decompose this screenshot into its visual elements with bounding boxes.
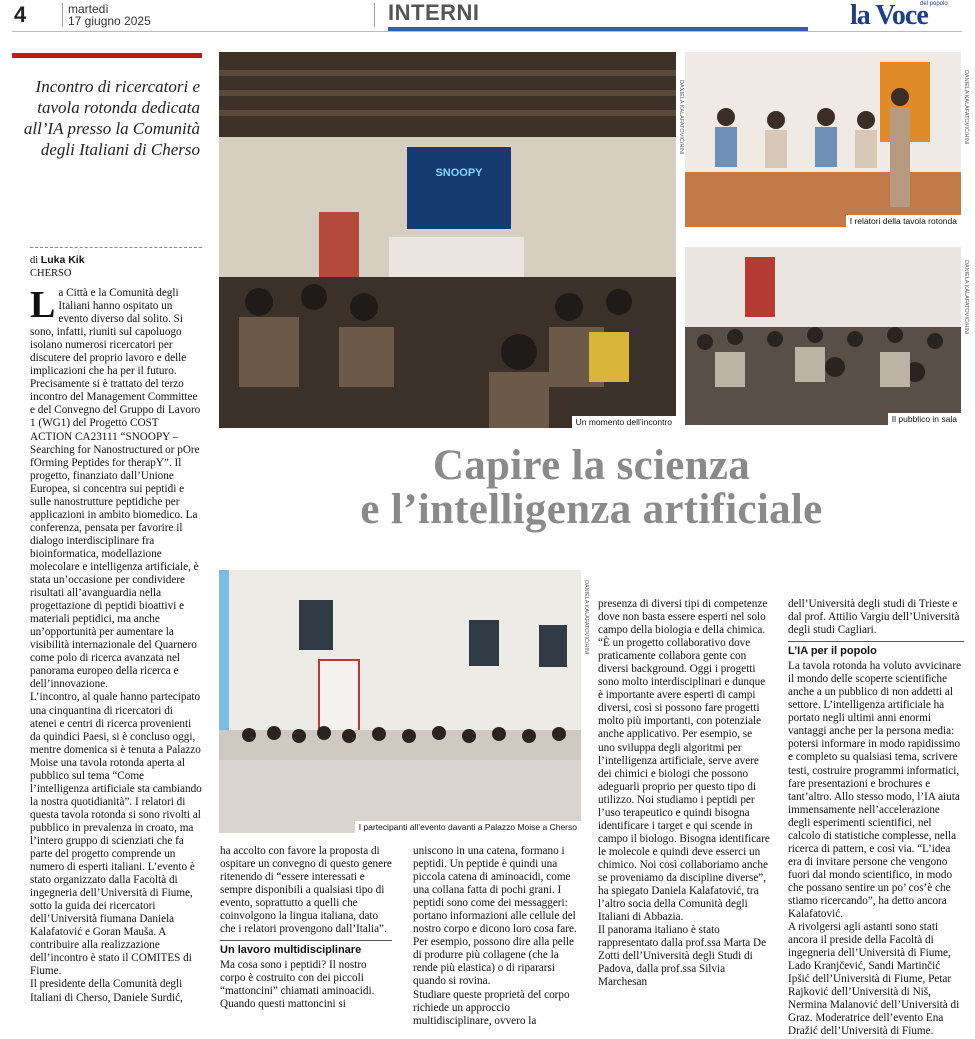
photo-credit: DANIELA KALAFATOVIĆ/HINI [963,260,969,335]
text-column-5 [788,598,964,1039]
newspaper-logo: la Voce [850,0,928,31]
subheading: Un lavoro multidisciplinare [220,940,392,957]
header-rule [12,31,962,32]
accent-bar [12,53,202,58]
screen-text: SNOOPY [435,167,483,179]
header-divider [374,3,375,27]
text-column-1 [30,284,202,1005]
issue-date [68,3,151,27]
article-headline [219,444,964,532]
photo-illustration [685,52,961,227]
photo-credit: DANIELA KALAFATOVIĆ/HINI [678,80,684,155]
dateline: CHERSO [30,268,72,279]
photo-caption: I partecipanti all’evento davanti a Palazzo Moise a Cherso [355,821,581,833]
paragraph: presenza di diversi tipi di competenze dove non basta essere esperti nel solo campo della biologia e della chimica. [598,598,768,637]
section-title: INTERNI [388,0,480,25]
paragraph: La tavola rotonda ha voluto avvicinare il mondo delle scoperte scientifiche anche a un pubblico di non addetti al settore. L’intelligenza artificiale ha portato negli ultimi anni enormi vantaggi anche per la persona media: potersi informare in modo rapidissimo e completo su qualsiasi tema, scrivere testi, costruire programmi informatici, fare presentazioni e brochures e tant’altro. Allo stesso modo, l’IA aiuta immensamente nell’accelerazione degli esperimenti scientifici, nel calcolo di statistiche complesse, nella ricerca di pattern, e così via. “L’idea era di invitare persone che vengono fuori dal mondo scientifico, in modo che possano sentire un po’ cos’è che stiamo ricercando”, ha detto ancora Kalafatović. [788,660,962,921]
drop-cap: L [30,284,56,326]
paragraph: dell’Università degli studi di Trieste e dal prof. Attilio Vargiu dell’Università degli studi Cagliari. [788,598,960,637]
paragraph: Il panorama italiano è stato rappresentato dalla prof.ssa Marta De Zotti dell’Università degli Studi di Padova, dalla prof.ssa Silvia Marchesan [598,924,767,989]
issue-day: 17 giugno 2025 [68,14,151,28]
text-column-2 [220,845,392,1012]
page-number: 4 [14,2,27,27]
headline-line-1: Capire la scienza [432,442,751,489]
author-name: Luka Kik [40,254,85,266]
paragraph: Ma cosa sono i peptidi? Il nostro corpo è costruito con dei piccoli “mattoncini” chiamati aminoacidi. Quando questi mattoncini si [220,959,375,1011]
subheading: L’IA per il popolo [788,641,964,658]
paragraph: uniscono in una catena, formano i peptidi. Un peptide è quindi una piccola catena di aminoacidi, come una collana fatta di pochi grani. I peptidi sono come dei messaggeri: portano informazioni alle cellule del nostro corpo e dicono loro cosa fare. Per esempio, possono dire alla pelle di produrre più collagene (che la rende più elastica) o di ripararsi quando si rovina. [413,845,577,988]
photo-audience [685,247,961,425]
newspaper-logo-sub: del popolo [920,1,948,7]
photo-caption: I relatori della tavola rotonda [846,215,961,227]
paragraph: L’incontro, al quale hanno partecipato una cinquantina di ricercatori di atenei e centri di ricerca provenienti da quindici Paesi, si è concluso oggi, mentre domenica si è tenuta a Palazzo Moise una tavola rotonda aperta al pubblico sul tema “Come l’intelligenza artificiale sta cambiando la nostra quotidianità”. I relatori di questa tavola rotonda si sono rivolti al pubblico in prevalenza in croato, ma l’intero gruppo di scienziati che fa parte del progetto comprende un numero di esperti italiani. L’evento è stato organizzato dalla Facoltà di ingegneria dell’Università di Fiume, sotto la guida dei ricercatori dell’Università fiumana Daniela Kalafatović e Goran Mauša. A contribuire alla realizzazione dell’incontro è stato il COMITES di Fiume. [30,691,202,978]
text-column-4 [598,598,770,989]
photo-caption: Un momento dell’incontro [572,416,676,428]
issue-weekday: martedì [68,2,109,16]
photo-round-table-speakers [685,52,961,227]
kicker-divider [30,247,202,248]
article-kicker: Incontro di ricercatori e tavola rotonda dedicata all’IA presso la Comunità degli Italiani di Cherso [23,77,200,159]
photo-palazzo-moise [219,570,581,833]
paragraph: La Città e la Comunità degli Italiani hanno ospitato un evento diverso dal solito. Si sono, infatti, riuniti sul capoluogo isolano numerosi ricercatori per discutere del proprio lavoro e delle implicazioni che ha per il futuro. Precisamente si è trattato del terzo incontro del Management Committee e del Convegno del Gruppo di Lavoro 1 (WG1) del Progetto COST ACTION CA23111 “SNOOPY – Searching for Nanostructured or pOre fOrming Peptides for therapY”. Il progetto, finanziato dall’Unione Europea, si concentra sui peptidi e sulle nanostrutture peptidiche per applicazioni in ambito biomedico. La conferenza, pensata per favorire il dialogo interdisciplinare fra bioinformatica, modellazione molecolare e intelligenza artificiale, è stata un’occasione per condividere risultati all’avanguardia nella progettazione di peptidi bioattivi e materiali peptidici, ma anche un’opportunità per aumentare la visibilità internazionale del Quarnero come polo di ricerca avanzata nel panorama europeo della ricerca e dell’innovazione. [30,284,201,691]
photo-illustration [685,247,961,425]
text-column-3 [413,845,578,1028]
photo-credit: DANIELA KALAFATOVIĆ/HINI [583,580,589,655]
paragraph: A rivolgersi agli astanti sono stati ancora il preside della Facoltà di ingegneria dell’Università di Fiume, Lado Kranjčević, Sandi Martinčić Ipšić dell’Università di Fiume, Petar Rajković dell’Università di Niš, Nermina Malanović dell’Università di Graz. Moderatrice dell’evento Ena Dražić dell’Università di Fiume. [788,921,960,1038]
photo-caption: Il pubblico in sala [888,413,961,425]
photo-illustration [219,52,676,428]
paragraph: Studiare queste proprietà del corpo richiede un approccio multidisciplinare, ovvero la [413,988,570,1027]
byline-prefix: di [30,255,39,266]
byline [30,254,85,280]
header-divider [62,3,63,27]
photo-illustration [219,570,581,833]
paragraph: “È un progetto collaborativo dove praticamente collabora gente con diversi background. Oggi i progetti sono molto interdisciplinari e dunque è importante avere esperti di campi diversi, così si possono fare progetti molto più importanti, con potenziale anche applicativo. Per esempio, se uno sviluppa degli algoritmi per l’intelligenza artificiale, serve avere dei chimici e biologi che possono adeguarli proprio per questo tipo di utilizzo. Noi studiamo i peptidi per l’uso terapeutico e quindi bisogna identificare i target e qui scende in campo il biologo. Bisogna identificare le molecole e quindi deve esserci un chimico. Noi così collaboriamo anche se proveniamo da discipline diverse”, ha spiegato Daniela Kalafatović, tra l’altro socia della Comunità degli Italiani di Abbazia. [598,637,770,924]
paragraph: Il presidente della Comunità degli Italiani di Cherso, Daniele Surdić, [30,978,183,1004]
photo-credit: DANIELA KALAFATOVIĆ/HINI [963,70,969,145]
page-header [0,0,975,36]
photo-conference-room [219,52,676,428]
headline-line-2: e l’intelligenza artificiale [360,486,823,533]
paragraph: ha accolto con favore la proposta di ospitare un convegno di questo genere ritenendo di “essere interessati e sempre disponibili a qualsiasi tipo di evento, soprattutto a quelli che coinvolgono la lingua italiana, dato che i relatori provengono dall’Italia”. [220,845,392,936]
